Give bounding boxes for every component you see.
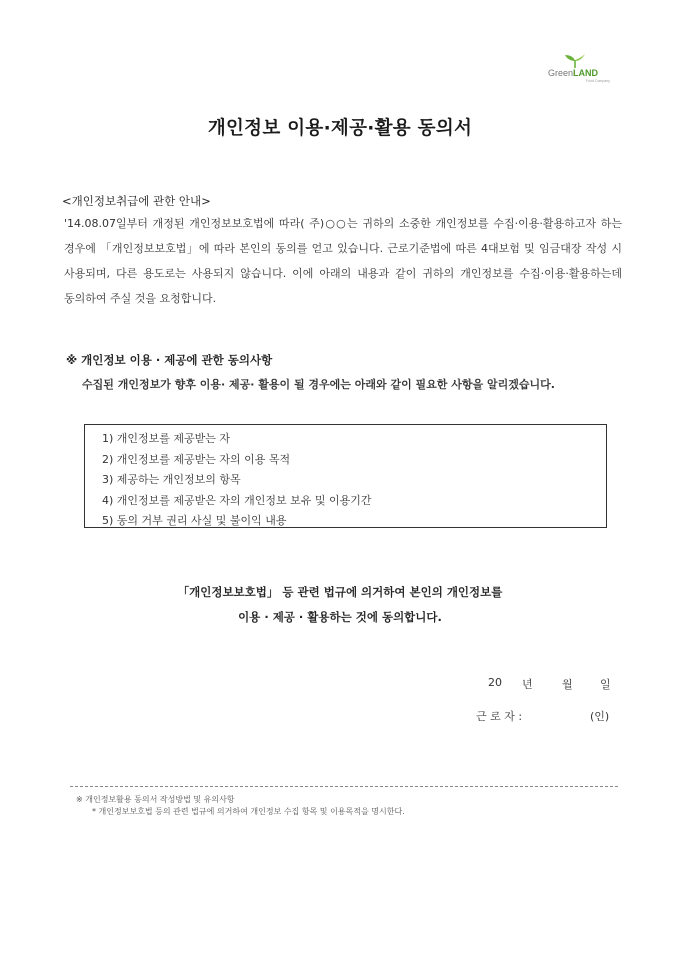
- date-month-label: 월: [562, 678, 573, 691]
- footer-divider: [70, 786, 618, 787]
- list-item: 3) 제공하는 개인정보의 항목: [102, 473, 241, 486]
- notes-body: * 개인정보보호법 등의 관련 법규에 의거하여 개인정보 수집 항목 및 이용목적을 명시한다.: [92, 807, 405, 816]
- section1-body: '14.08.07일부터 개정된 개인정보보호법에 따라( 주)○○는 귀하의 소중한 개인정보를 수집·이용·활용하고자 하는 경우에 「개인정보보호법」에 따라 본인의 동의를 얻고 있습니다. 근로기준법에 따른 4대보험 및 임금대장 작성 시 사용되며, 다른 용도로는 사용되지 않습니다. 이에 아래의 내용과 같이 귀하의 개인정보를 수집·이용·활용하는데 동의하여 주실 것을 요청합니다.: [64, 217, 622, 305]
- sprout-icon: [564, 54, 586, 68]
- list-item: 4) 개인정보를 제공받은 자의 개인정보 보유 및 이용기간: [102, 493, 372, 507]
- date-year-label: 년: [522, 678, 533, 691]
- document-title: 개인정보 이용·제공·활용 동의서: [207, 118, 473, 139]
- logo-wordmark: GreenLAND: [548, 68, 599, 78]
- section1-heading: <개인정보취급에 관한 안내>: [62, 194, 211, 208]
- date-year-prefix: 20: [488, 676, 502, 689]
- statement-line2: 이용 · 제공 · 활용하는 것에 동의합니다.: [238, 610, 442, 624]
- consent-items-box: [84, 424, 607, 528]
- list-item: 1) 개인정보를 제공받는 자: [102, 432, 231, 445]
- list-item: 2) 개인정보를 제공받는 자의 이용 목적: [102, 452, 291, 466]
- signer-seal: (인): [590, 710, 610, 723]
- greenland-logo: [548, 54, 618, 88]
- section2-body: 수집된 개인정보가 향후 이용· 제공· 활용이 될 경우에는 아래와 같이 필요한 사항을 알리겠습니다.: [82, 378, 555, 391]
- date-day-label: 일: [600, 678, 611, 691]
- signer-line: [476, 708, 616, 728]
- list-item: 5) 동의 거부 권리 사실 및 불이익 내용: [102, 514, 287, 527]
- notes-title: ※ 개인정보활용 동의서 작성방법 및 유의사항: [76, 795, 235, 804]
- consent-items-list: [85, 425, 606, 532]
- signer-label: 근 로 자 :: [476, 710, 523, 723]
- consent-statement: [0, 580, 680, 630]
- section2-heading: ※ 개인정보 이용 · 제공에 관한 동의사항: [66, 353, 273, 367]
- statement-line1: 「개인정보보호법」 등 관련 법규에 의거하여 본인의 개인정보를: [177, 585, 503, 599]
- logo-tagline: Food Company: [586, 79, 610, 83]
